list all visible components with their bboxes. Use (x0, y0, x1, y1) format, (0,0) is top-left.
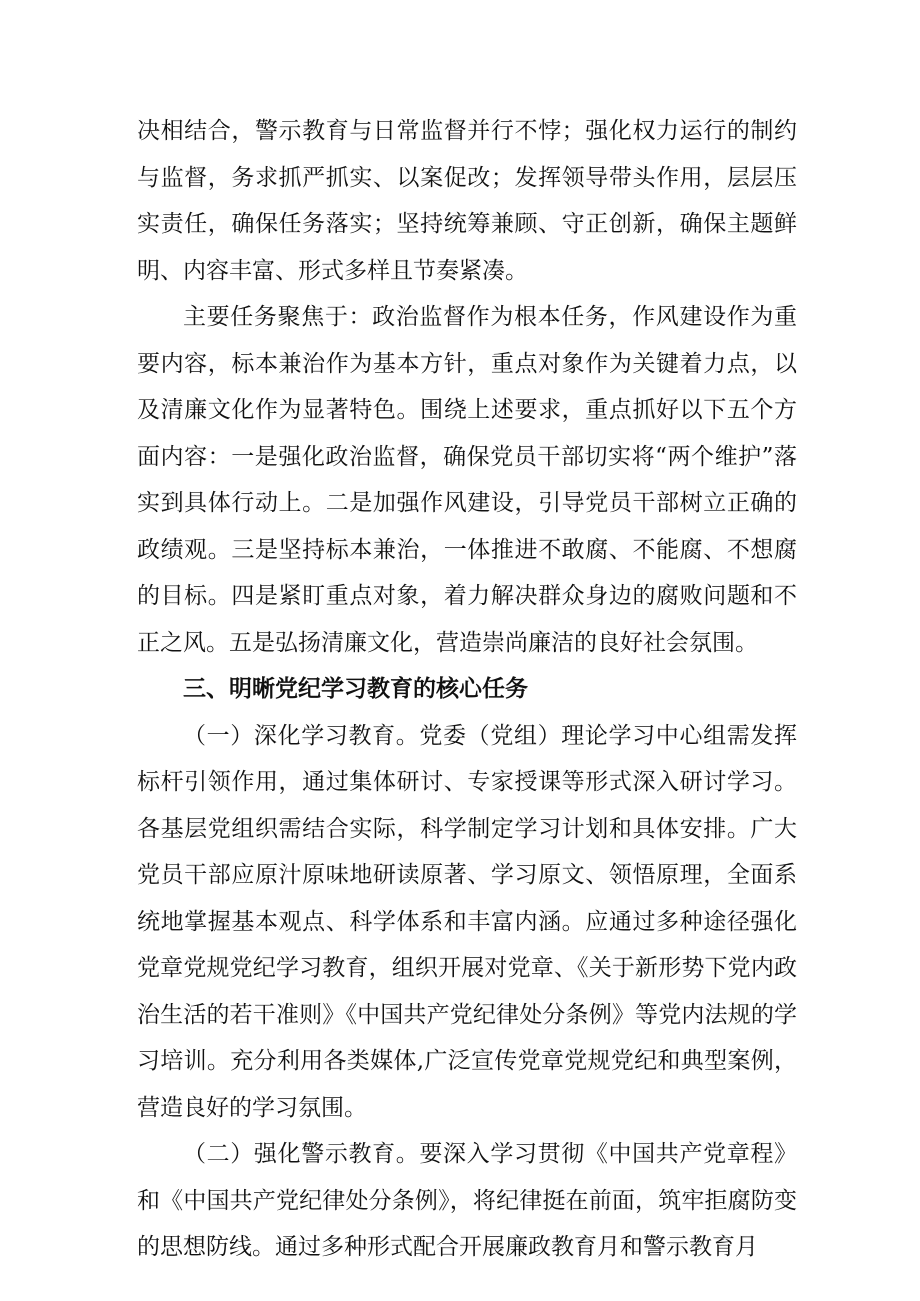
paragraph-deepen-study: （一）深化学习教育。党委（党组）理论学习中心组需发挥标杆引领作用，通过集体研讨、专家授课等形式深入研讨学习。各基层党组织需结合实际，科学制定学习计划和具体安排。广大党员干部应原汁原味地研读原著、学习原文、领悟原理，全面系统地掌握基本观点、科学体系和丰富内涵。应通过多种途径强化党章党规党纪学习教育，组织开展对党章、《关于新形势下党内政治生活的若干准则》《中国共产党纪律处分条例》等党内法规的学习培训。充分利用各类媒体,广泛宣传党章党规党纪和典型案例，营造良好的学习氛围。 (137, 722, 797, 1121)
paragraph-warning-education: （二）强化警示教育。要深入学习贯彻《中国共产党章程》和《中国共产党纪律处分条例》，将纪律挺在前面，筑牢拒腐防变的思想防线。通过多种形式配合开展廉政教育月和警示教育月 (137, 1141, 797, 1260)
section-heading-three: 三、明晰党纪学习教育的核心任务 (183, 676, 528, 702)
paragraph-continuation: 决相结合，警示教育与日常监督并行不悖；强化权力运行的制约与监督，务求抓严抓实、以案促改；发挥领导带头作用，层层压实责任，确保任务落实；坚持统筹兼顾、守正创新，确保主题鲜明、内容丰富、形式多样且节奏紧凑。 (137, 118, 797, 284)
document-body (137, 108, 797, 1271)
paragraph-main-tasks: 主要任务聚焦于：政治监督作为根本任务，作风建设作为重要内容，标本兼治作为基本方针，重点对象作为关键着力点，以及清廉文化作为显著特色。围绕上述要求，重点抓好以下五个方面内容：一是强化政治监督，确保党员干部切实将“两个维护”落实到具体行动上。二是加强作风建设，引导党员干部树立正确的政绩观。三是坚持标本兼治，一体推进不敢腐、不能腐、不想腐的目标。四是紧盯重点对象，着力解决群众身边的腐败问题和不正之风。五是弘扬清廉文化，营造崇尚廉洁的良好社会氛围。 (137, 304, 797, 656)
